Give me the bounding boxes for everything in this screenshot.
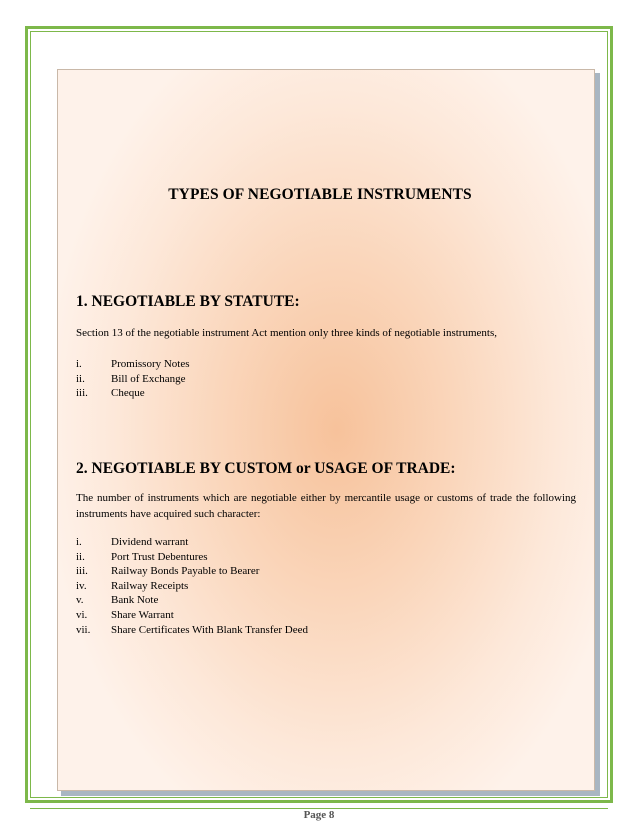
section-1-paragraph: Section 13 of the negotiable instrument Act mention only three kinds of negotiable instruments, bbox=[76, 327, 497, 339]
section-2-list bbox=[76, 535, 308, 637]
list-item-number: ii. bbox=[76, 550, 85, 563]
list-item bbox=[76, 608, 308, 623]
list-item-text: Bill of Exchange bbox=[111, 372, 186, 385]
content-panel bbox=[57, 69, 595, 791]
section-1-list bbox=[76, 357, 190, 401]
list-item-number: ii. bbox=[76, 372, 85, 385]
list-item bbox=[76, 593, 308, 608]
page-number: Page 8 bbox=[303, 809, 335, 821]
list-item-number: v. bbox=[76, 594, 84, 607]
list-item-text: Share Certificates With Blank Transfer Deed bbox=[111, 623, 309, 636]
list-item bbox=[76, 579, 308, 594]
list-item-number: i. bbox=[76, 536, 82, 548]
section-2-heading: 2. NEGOTIABLE BY CUSTOM or USAGE OF TRADE: bbox=[76, 460, 456, 477]
list-item-number: iii. bbox=[76, 565, 88, 578]
list-item-number: vi. bbox=[76, 608, 88, 621]
list-item bbox=[76, 564, 308, 579]
list-item-number: vii. bbox=[76, 623, 91, 636]
list-item-text: Promissory Notes bbox=[111, 358, 190, 370]
list-item bbox=[76, 535, 308, 550]
list-item-number: iii. bbox=[76, 387, 88, 400]
section-1-heading: 1. NEGOTIABLE BY STATUTE: bbox=[76, 293, 300, 310]
document-title: TYPES OF NEGOTIABLE INSTRUMENTS bbox=[168, 186, 472, 203]
list-item-text: Dividend warrant bbox=[111, 536, 189, 548]
section-2-paragraph: The number of instruments which are negotiable either by mercantile usage or customs of trade the following instruments have acquired such character: bbox=[76, 492, 576, 520]
list-item bbox=[76, 357, 190, 372]
list-item-number: iv. bbox=[76, 579, 87, 592]
list-item bbox=[76, 372, 190, 387]
list-item-text: Share Warrant bbox=[111, 608, 174, 621]
list-item-number: i. bbox=[76, 358, 82, 370]
list-item bbox=[76, 550, 308, 565]
list-item-text: Port Trust Debentures bbox=[111, 550, 208, 563]
list-item-text: Railway Bonds Payable to Bearer bbox=[111, 565, 260, 578]
list-item-text: Railway Receipts bbox=[111, 579, 189, 592]
list-item bbox=[76, 623, 308, 638]
list-item bbox=[76, 386, 190, 401]
list-item-text: Bank Note bbox=[111, 594, 159, 607]
list-item-text: Cheque bbox=[111, 387, 145, 400]
